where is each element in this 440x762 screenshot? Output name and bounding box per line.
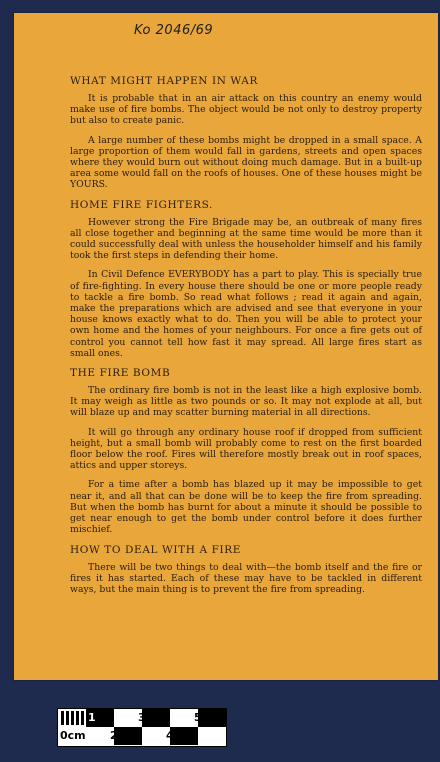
scale-label: 1: [88, 711, 96, 724]
handwritten-catalogue-number: Ko 2046/69: [134, 23, 214, 38]
leaflet-text: [70, 75, 422, 603]
section-home-fire-fighters: [70, 199, 422, 359]
scale-bar-bottom-row: [58, 727, 226, 745]
scale-cell: [58, 727, 86, 745]
section-the-fire-bomb: [70, 367, 422, 535]
section-heading: HOME FIRE FIGHTERS.: [70, 198, 213, 211]
scale-bar-top-row: [58, 709, 226, 727]
leaflet-page: [14, 13, 438, 680]
paragraph: A large number of these bombs might be dropped in a small space. A large proportion of them would fall in gardens, streets and open spaces where they would burn out without doing much damage. But in a built-up area some would fall on the roofs of houses. One of these houses might be YOURS.: [70, 134, 422, 191]
section-what-might-happen: [70, 75, 422, 191]
scale-cell: [58, 709, 86, 727]
section-how-to-deal: [70, 544, 422, 596]
scale-label: 5: [194, 711, 202, 724]
millimetre-ticks: [59, 711, 85, 725]
scale-label: 0cm: [60, 729, 86, 742]
scale-label: 4: [166, 729, 174, 742]
paragraph: There will be two things to deal with—the bomb itself and the fire or fires it has started. Each of these may have to be tackled in different ways, but the main thing is to prevent the fire from spreading.: [70, 561, 422, 595]
scale-label: 3: [138, 711, 146, 724]
paragraph: The ordinary fire bomb is not in the least like a high explosive bomb. It may weigh as little as two pounds or so. It may not explode at all, but will blaze up and may scatter burning material in all directions.: [70, 385, 422, 419]
paragraph: However strong the Fire Brigade may be, an outbreak of many fires all close together and beginning at the same time would be more than it could successfully deal with unless the householder himself and his family took the first steps in defending their home.: [70, 216, 422, 262]
scale-label: 2: [110, 729, 118, 742]
scale-cell: [138, 709, 170, 727]
paragraph: It will go through any ordinary house roof if dropped from sufficient height, but a small bomb will probably come to rest on the first boarded floor below the roof. Fires will therefore mostly break out in roof spaces, attics and upper storeys.: [70, 426, 422, 472]
section-heading: WHAT MIGHT HAPPEN IN WAR: [70, 75, 258, 87]
section-heading: THE FIRE BOMB: [70, 367, 171, 380]
scale-cell: [86, 709, 114, 727]
scale-cell: [110, 727, 142, 745]
paragraph: For a time after a bomb has blazed up it may be impossible to get near it, and all that can be done will be to keep the fire from spreading. But when the bomb has burnt for about a minute it should be possible to get near enough to get the bomb under control before it does further mischief.: [70, 479, 422, 536]
scale-cell: [166, 727, 198, 745]
section-heading: HOW TO DEAL WITH A FIRE: [70, 543, 241, 556]
scale-bar: [57, 708, 227, 747]
scale-cell: [194, 709, 226, 727]
scale-cell: [198, 727, 226, 745]
paragraph: In Civil Defence EVERYBODY has a part to play. This is specially true of fire-fighting. In every house there should be one or more people ready to tackle a fire bomb. So read what follows ; read it again and again, make the preparations which are advised and see that everyone in your house knows exactly what to do. Then you will be able to protect your own home and the homes of your neighbours. For once a fire gets out of control you cannot tell how fast it may spread. All large fires start as small ones.: [70, 269, 422, 359]
paragraph: It is probable that in an air attack on this country an enemy would make use of fire bombs. The object would be not only to destroy property but also to create panic.: [70, 93, 422, 127]
